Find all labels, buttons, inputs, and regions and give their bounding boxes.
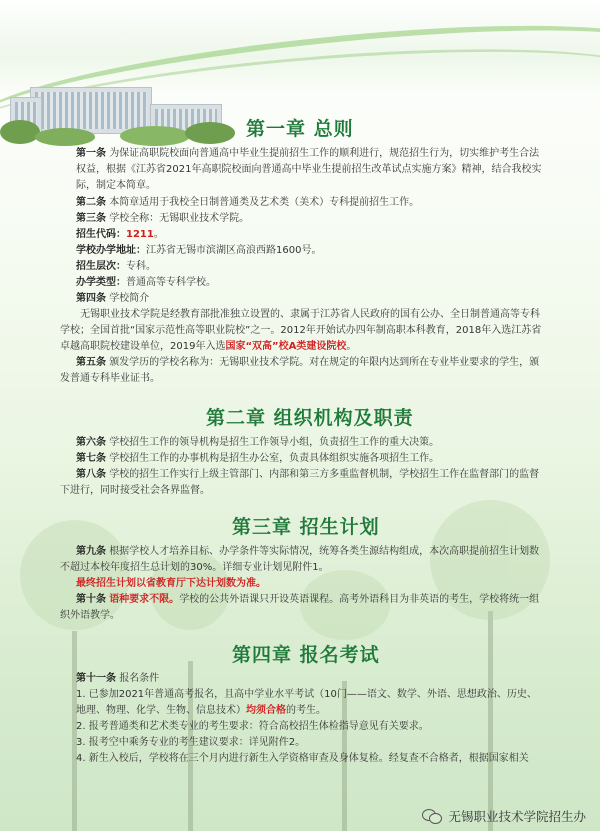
article-11: 第十一条 报名条件: [76, 673, 160, 684]
condition-2: 2. 报考普通类和艺术类专业的考生要求：符合高校招生体检指导意见有关要求。: [76, 721, 429, 732]
chapter-2-title: 第二章 组织机构及职责: [206, 407, 414, 429]
account-name: 无锡职业技术学院招生办: [448, 809, 586, 824]
article-7: 第七条 学校招生工作的办事机构是招生办公室，负责具体组织实施各项招生工作。: [76, 453, 440, 464]
article-8: 第八条 学校的招生工作实行上级主管部门、内部和第三方多重监督机制，学校招生工作在监督部门的监督下进行，同时接受社会各界监督。: [60, 469, 540, 496]
condition-1: 1. 已参加2021年普通高考报名，且高中学业水平考试（10门——语文、数学、外语、思想政治、历史、地理、物理、化学、生物、信息技术）均须合格的考生。: [76, 689, 537, 716]
school-type: 办学类型：普通高等专科学校。: [76, 277, 216, 288]
plan-note: 最终招生计划以省教育厅下达计划数为准。: [76, 578, 266, 589]
enrollment-level: 招生层次：专科。: [76, 261, 156, 272]
wechat-icon: [422, 808, 442, 824]
condition-3: 3. 报考空中乘务专业的考生建议要求：详见附件2。: [76, 737, 306, 748]
wechat-account-footer: [422, 807, 586, 825]
article-10: 第十条 语种要求不限。学校的公共外语课只开设英语课程。高考外语科目为非英语的考生，学校将统一组织外语教学。: [60, 594, 540, 621]
article-2: 第二条 本简章适用于我校全日制普通类及艺术类（美术）专科提前招生工作。: [76, 197, 420, 208]
condition-4: 4. 新生入校后，学校将在三个月内进行新生入学资格审查及身体复检。经复查不合格者，根据国家相关: [76, 753, 529, 764]
article-3: 第三条 学校全称：无锡职业技术学院。: [76, 213, 250, 224]
article-1: 第一条 为保证高职院校面向普通高中毕业生提前招生工作的顺利进行，规范招生行为，切实维护考生合法权益，根据《江苏省2021年高职院校面向普通高中毕业生提前招生改革试点实施方案》精神，结合我校实际，制定本简章。: [76, 148, 542, 191]
school-introduction: 无锡职业技术学院是经教育部批准独立设置的、隶属于江苏省人民政府的国有公办、全日制普通高等专科学校；全国首批“国家示范性高等职业院校”之一。2012年开始试办四年制高职本科教育，2018年入选江苏省卓越高职院校建设单位，2019年入选国家“双高”校A类建设院校。: [60, 309, 542, 352]
enrollment-code: 招生代码：1211。: [76, 229, 164, 240]
school-address: 学校办学地址：江苏省无锡市滨湖区高浪西路1600号。: [76, 245, 322, 256]
article-4: 第四条 学校简介: [76, 293, 150, 304]
article-5: 第五条 颁发学历的学校名称为：无锡职业技术学院。对在规定的年限内达到所在专业毕业要求的学生，颁发普通专科毕业证书。: [60, 357, 540, 384]
article-9: 第九条 根据学校人才培养目标、办学条件等实际情况，统筹各类生源结构组成，本次高职提前招生计划数不超过本校年度招生总计划的30%。详细专业计划见附件1。: [60, 546, 540, 573]
article-6: 第六条 学校招生工作的领导机构是招生工作领导小组，负责招生工作的重大决策。: [76, 437, 440, 448]
chapter-1-title: 第一章 总则: [246, 118, 354, 140]
chapter-4-title: 第四章 报名考试: [232, 644, 380, 666]
chapter-3-title: 第三章 招生计划: [232, 516, 380, 538]
